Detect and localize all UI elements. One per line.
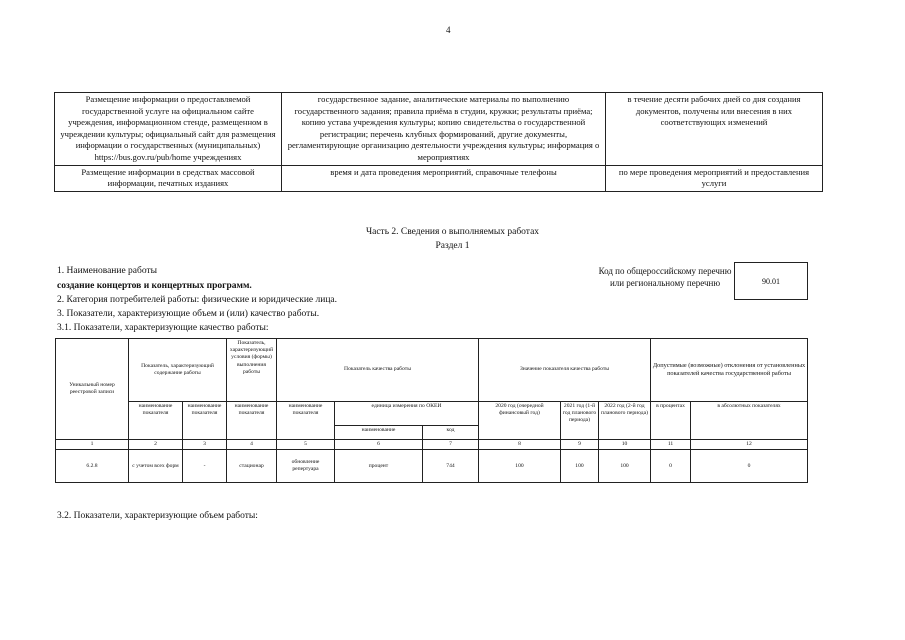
header-quality-indicator: Показатель качества работы [277,339,479,402]
subheader-name: наименование показателя [183,402,227,440]
column-number: 12 [691,440,808,450]
work-name-label: 1. Наименование работы [57,266,158,276]
table-row [56,402,808,426]
column-number: 1 [56,440,129,450]
deviation-percent: 0 [651,450,691,483]
info-frequency-cell: в течение десяти рабочих дней со дня создания документов, получены или внесения в них соответствующих изменений [606,93,823,166]
table-row [56,339,808,402]
column-number: 3 [183,440,227,450]
column-number: 7 [423,440,479,450]
subheader-name: наименование показателя [129,402,183,440]
column-number: 8 [479,440,561,450]
quality-indicators-heading: 3.1. Показатели, характеризующие качество работы: [57,323,269,333]
table-row [56,440,808,450]
column-number: 11 [651,440,691,450]
volume-indicators-heading: 3.2. Показатели, характеризующие объем работы: [57,511,258,521]
header-content: Показатель, характеризующий содержание работы [129,339,227,402]
header-deviation: Допустимые (возможные) отклонения от установленных показателей качества государственной работы [651,339,808,402]
subheader-unit: единица измерения по ОКЕИ [335,402,479,426]
code-value: 90.01 [734,262,808,300]
page-number: 4 [446,25,451,35]
info-method-cell: Размещение информации о предоставляемой государственной услуге на официальном сайте учреждения, информационном стенде, размещенном в учреждении культуры; официальный сайт для размещения информации о государственных (муниципальных) https://bus.gov.ru/pub/home учреждениях [55,93,282,166]
table-row [55,165,823,191]
column-number: 4 [227,440,277,450]
work-name: создание концертов и концертных программ. [57,281,252,291]
indicators-heading: 3. Показатели, характеризующие объем и (или) качество работы. [57,309,320,319]
info-content-cell: государственное задание, аналитические материалы по выполнению государственного задания; правила приёма в студии, кружки; результаты приёма; копию устава учреждения культуры; копию свидетельства о государственной регистрации; перечень клубных формирований, другие документы, регламентирующие организацию деятельности учреждения культуры; информация о мероприятиях [282,93,606,166]
code-label: Код по общероссийскому перечню или региональному перечню [598,266,732,288]
subheader-percent: в процентах [651,402,691,440]
subheader-year-2021: 2021 год (1-й год планового периода) [561,402,599,440]
subheader-year-2020: 2020 год (очередной финансовый год) [479,402,561,440]
quality-table [55,338,808,483]
column-number: 10 [599,440,651,450]
column-number: 6 [335,440,423,450]
consumer-category: 2. Категория потребителей работы: физические и юридические лица. [57,295,338,305]
subheader-unit-name: наименование [335,426,423,440]
column-number: 2 [129,440,183,450]
header-unique-number: Уникальный номер реестровой записи [56,339,129,440]
condition-value: стационар [227,450,277,483]
subheader-absolute: в абсолютных показателях [691,402,808,440]
content-value: с учетом всех форм [129,450,183,483]
subheader-name: наименование показателя [277,402,335,440]
unit-code: 744 [423,450,479,483]
section-title: Раздел 1 [435,241,470,251]
information-table [54,92,823,192]
subheader-name: наименование показателя [227,402,277,440]
indicator-name: обновление репертуара [277,450,335,483]
registry-number: 6.2.8 [56,450,129,483]
info-method-cell: Размещение информации в средствах массовой информации, печатных изданиях [55,165,282,191]
subheader-year-2022: 2022 год (2-й год планового периода) [599,402,651,440]
column-number: 5 [277,440,335,450]
header-indicator-values: Значение показателя качества работы [479,339,651,402]
part-title: Часть 2. Сведения о выполняемых работах [365,227,540,237]
info-frequency-cell: по мере проведения мероприятий и предоставления услуги [606,165,823,191]
deviation-absolute: 0 [691,450,808,483]
content-value: - [183,450,227,483]
table-row [56,450,808,483]
info-content-cell: время и дата проведения мероприятий, справочные телефоны [282,165,606,191]
subheader-unit-code: код [423,426,479,440]
header-conditions: Показатель, характеризующий условия (формы) выполнения работы [227,339,277,402]
value-2020: 100 [479,450,561,483]
value-2022: 100 [599,450,651,483]
column-number: 9 [561,440,599,450]
unit-name: процент [335,450,423,483]
table-row [55,93,823,166]
value-2021: 100 [561,450,599,483]
